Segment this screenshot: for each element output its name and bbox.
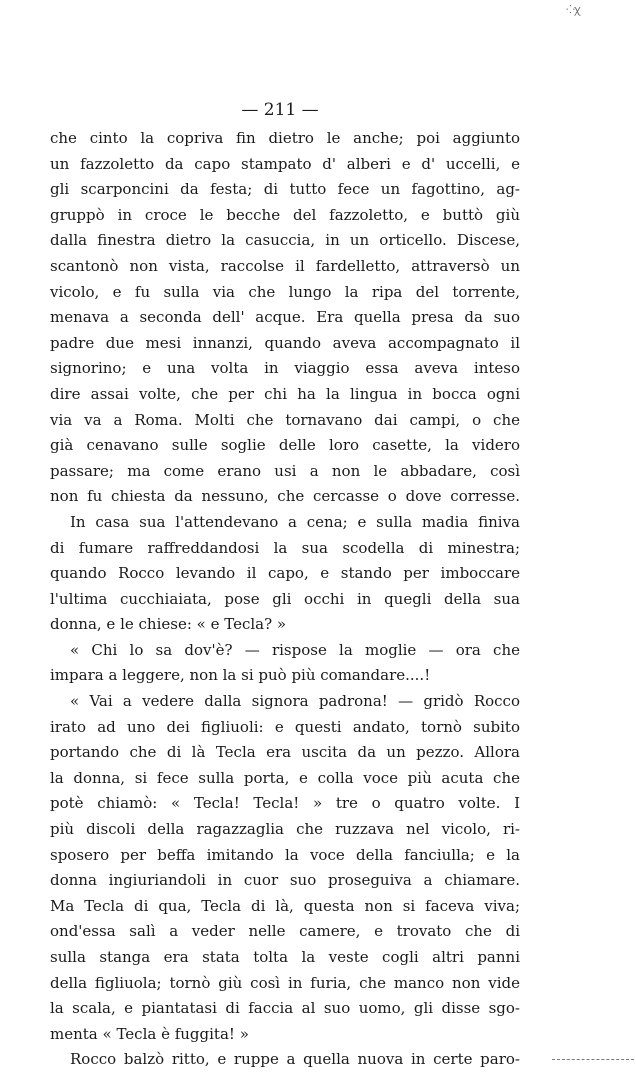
text-line: quando Rocco levando il capo, e stando per imboccare [50,564,520,583]
text-line: ond'essa salì a veder nelle camere, e trovato che di [50,922,520,941]
text-line: gli scarponcini da festa; di tutto fece un fagottino, ag- [50,180,520,199]
text-line: impara a leggere, non la si può più comandare....! [50,666,431,685]
text-line: portando che di là Tecla era uscita da un pezzo. Allora [50,743,520,762]
text-line: la scala, e piantatasi di faccia al suo uomo, gli disse sgo- [50,999,520,1018]
text-line: menta « Tecla è fuggita! » [50,1024,249,1043]
text-line: irato ad uno dei figliuoli: e questi andato, tornò subito [50,717,520,736]
text-line: non fu chiesta da nessuno, che cercasse o dove corresse. [50,487,520,506]
page-number: — 211 — [241,100,319,120]
text-line: « Vai a vedere dalla signora padrona! — gridò Rocco [70,692,520,711]
text-line: vicolo, e fu sulla via che lungo la ripa del torrente, [50,282,520,301]
text-line: padre due mesi innanzi, quando aveva accompagnato il [50,333,520,352]
text-line: Rocco balzò ritto, e ruppe a quella nuova in certe paro- [70,1050,520,1069]
body-text [50,126,520,1073]
text-line: della figliuola; tornò giù così in furia, che manco non vide [50,973,520,992]
text-line: già cenavano sulle soglie delle loro casette, la videro [50,436,520,455]
corner-mark: ⁘ꭓ [566,3,580,16]
text-line: più discoli della ragazzaglia che ruzzava nel vicolo, ri- [50,820,520,839]
bottom-dashed-rule [552,1059,634,1060]
text-line: l'ultima cucchiaiata, pose gli occhi in quegli della sua [50,589,520,608]
text-line: donna, e le chiese: « e Tecla? » [50,615,287,634]
text-line: dalla finestra dietro la casuccia, in un orticello. Discese, [50,231,520,250]
text-line: scantonò non vista, raccolse il fardelletto, attraversò un [50,256,520,275]
text-line: passare; ma come erano usi a non le abbadare, così [50,461,520,480]
text-line: In casa sua l'attendevano a cena; e sulla madia finiva [70,512,520,531]
text-line: dire assai volte, che per chi ha la lingua in bocca ogni [50,384,520,403]
text-line: gruppò in croce le becche del fazzoletto, e buttò giù [50,205,520,224]
text-line: Ma Tecla di qua, Tecla di là, questa non si faceva viva; [50,896,520,915]
text-line: donna ingiuriandoli in cuor suo proseguiva a chiamare. [50,871,520,890]
text-line: un fazzoletto da capo stampato d' alberi e d' uccelli, e [50,154,520,173]
text-line: signorino; e una volta in viaggio essa aveva inteso [50,359,520,378]
text-line: la donna, si fece sulla porta, e colla voce più acuta che [50,768,520,787]
text-line: sulla stanga era stata tolta la veste cogli altri panni [50,948,520,966]
text-line: « Chi lo sa dov'è? — rispose la moglie — ora che [70,640,520,659]
text-line: via va a Roma. Molti che tornavano dai campi, o che [50,410,520,429]
text-line: che cinto la copriva fin dietro le anche; poi aggiunto [50,129,520,147]
text-line: potè chiamò: « Tecla! Tecla! » tre o quatro volte. I [50,794,520,813]
text-line: di fumare raffreddandosi la sua scodella di minestra; [50,538,520,557]
text-line: menava a seconda dell' acque. Era quella presa da suo [50,308,520,327]
text-line: sposero per beffa imitando la voce della fanciulla; e la [50,845,520,864]
